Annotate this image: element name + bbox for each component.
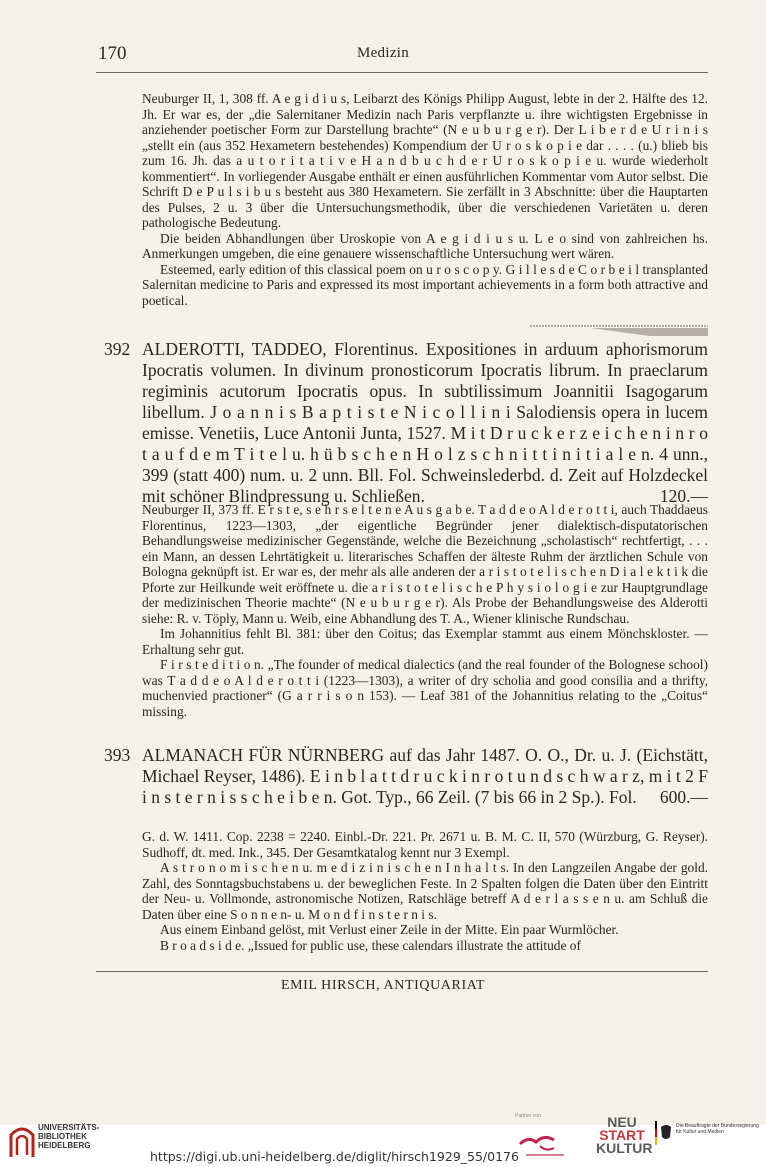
entry-392-heading [142, 339, 708, 507]
entry-393-note-1: G. d. W. 1411. Cop. 2238 = 2240. Einbl.-Dr. 221. Pr. 2671 u. B. M. C. II, 570 (Würzburg, G. Reyser). Sudhoff, dt. med. Ink., 345. Der Gesamtkatalog kennt nur 3 Exempl. [142, 829, 708, 860]
entry-392-note-3: F i r s t e d i t i o n. „The founder of medical dialectics (and the real founder of the Bolognese school) was T a d d e o A l d e r o t t i (1223—1303), a writer of dry scholia and good consilia and a thrifty, muchenvied practioner“ (G a r r i s o n 153). — Leaf 381 of the Johannitius relating to the „Coitus“ missing. [142, 657, 708, 719]
digitization-url-link[interactable]: https://digi.ub.uni-heidelberg.de/diglit/hirsch1929_55/0176 [150, 1149, 519, 1164]
page-number: 170 [98, 43, 127, 64]
intro-para-1: Neuburger II, 1, 308 ff. A e g i d i u s, Leibarzt des Königs Philipp August, lebte in der 2. Hälfte des 12. Jh. Er war es, der „die Salernitaner Medizin nach Paris verpflanzte u. ihre wichtigsten Ergebnisse in anziehender poetischer Form zur Darstellung brachte“ (N e u b u r g e r). Der L i b e r d e U r i n i s „stellt ein (aus 352 Hexametern bestehendes) Kompendium der U r o s k o p i e dar . . . . (u.) blieb bis zum 16. Jh. das a u t o r i t a t i v e H a n d b u c h d e r U r o s k o p i e u. wurde wiederholt kommentiert“. In vorliegender Ausgabe enthält er einen ausführlichen Kommentar vom Autor selbst. Die Schrift D e P u l s i b u s besteht aus 380 Hexametern. Sie zerfällt in 3 Abschnitte: über die Hauptarten des Pulses, 2 u. 3 über die Untersuchungsmethodik, über die verschiedenen Varietäten u. deren pathologische Bedeutung. [142, 91, 708, 230]
entry-392-title: ALDEROTTI, TADDEO, Florentinus. Expositiones in arduum aphorismorum Ipocratis volumen. In divinum pronosticorum Ipocratis librum. In praeclarum regiminis acutorum Ipocratis opus. In subtilissimum Joannitii Isagogarum libellum. J o a n n i s B a p t i s t e N i c o l l i n i Salodiensis opera in lucem emisse. Venetiis, Luce Antonii Junta, 1527. M i t D r u c k e r z e i c h e n i n r o t a u f d e m T i t e l u. h ü b s c h e n H o l z s c h n i t t i n i t i a l e n. 4 unn., 399 (statt 400) num. u. 2 unn. Bll. Fol. Schweinslederbd. d. Zeit auf Holzdeckel mit schöner Blindpressung u. Schließen. [142, 339, 708, 506]
publisher-name: EMIL HIRSCH, ANTIQUARIAT [280, 978, 486, 993]
intro-para-2: Die beiden Abhandlungen über Uroskopie von A e g i d i u s u. L e o sind von zahlreichen hs. Anmerkungen umgeben, die eine genauere wissenschaftliche Untersuchung wert wären. [142, 230, 708, 261]
library-name: UNIVERSITÄTS- BIBLIOTHEK HEIDELBERG [38, 1123, 100, 1150]
footer-rule [96, 971, 708, 972]
intro-para-3: Esteemed, early edition of this classical poem on u r o s c o p y. G i l l e s d e C o r b e i l transplanted Salernitan medicine to Paris and expressed its most important achievements in a form both attractive and poetical. [142, 261, 708, 308]
neustart-kultur-logo: NEU START KULTUR [596, 1114, 653, 1156]
header-rule [96, 72, 708, 73]
entry-393-note-3: Aus einem Einband gelöst, mit Verlust einer Zeile in der Mitte. Ein paar Wurmlöcher. [160, 922, 619, 937]
entry-number-393: 393 [104, 745, 131, 765]
federal-commissioner-label: Die Beauftragte der Bundesregierung für Kultur und Medien [676, 1123, 759, 1135]
university-library-logo-icon [8, 1119, 36, 1159]
entry-392-note-2: Im Johannitius fehlt Bl. 381: über den Coitus; das Exemplar stammt aus einem Mönchskloster. — Erhaltung sehr gut. [142, 626, 708, 657]
federal-eagle-icon [655, 1121, 673, 1147]
running-title: Medizin [356, 45, 410, 61]
entry-392-note-1: Neuburger II, 373 ff. E r s t e, s e h r s e l t e n e A u s g a b e. T a d d e o A l d e r o t t i, auch Thaddaeus Florentinus, 1223—1303, „der eigentliche Begründer jener dialektisch-disputatorischen Behandlungsweise medizinischer Gegenstände, welche die Bezeichnung „scholastisch“ rechtfertigt, . . . ein Mann, an dessen Lehrtätigkeit u. literarisches Schaffen der älteste Ruhm der ärztlichen Schule von Bologna geknüpft ist. Er war es, der mehr als alle anderen der a r i s t o t e l i s c h e n D i a l e k t i k die Pforte zur Heilkunde weit eröffnete u. die a r i s t o t e l i s c h e P h y s i o l o g i e zur Hauptgrundlage der medizinischen Theorie machte“ (N e u b u r g e r). Als Probe der Behandlungsweise des Alderotti siehe: R. v. Töply, Mann u. Weib, eine Abhandlung des T. A., Wiener klinische Rundschau. [142, 502, 708, 626]
entry-393-price: 600.— [659, 787, 708, 807]
entry-393-title: ALMANACH FÜR NÜRNBERG auf das Jahr 1487. O. O., Dr. u. J. (Eichstätt, Michael Reyser, 1486). E i n b l a t t d r u c k i n r o t u n d s c h w a r z, m i t 2 F i n s t e r n i s s c h e i b e n. Got. Typ., 66 Zeil. (7 bis 66 in 2 Sp.). Fol. [142, 745, 709, 807]
entry-392-notes [142, 502, 708, 719]
entry-393-note-2: A s t r o n o m i s c h e n u. m e d i z i n i s c h e n I n h a l t s. In den Langzeilen Angabe der gold. Zahl, des Sonntagsbuchstabens u. der beweglichen Feste. In 2 Spalten folgen die Daten über den Eintritt der Neu- u. Vollmonde, astronomische Notizen, Ratschläge betreff A d e r l a s s e n u. am Schluß die Daten über eine S o n n e n- u. M o n d f i n s t e r n i s. [142, 860, 708, 922]
partner-bird-logo-icon [514, 1122, 578, 1162]
entry-392-price: 120.— [659, 486, 708, 506]
entry-393-heading [142, 745, 708, 808]
ornament-rule [530, 322, 708, 338]
entry-number-392: 392 [104, 339, 131, 359]
partner-label: Partner von [515, 1113, 541, 1119]
intro-block [142, 91, 708, 308]
entry-393-note-4: B r o a d s i d e. „Issued for public use, these calendars illustrate the attitude of [160, 937, 581, 953]
entry-393-notes [142, 829, 708, 953]
